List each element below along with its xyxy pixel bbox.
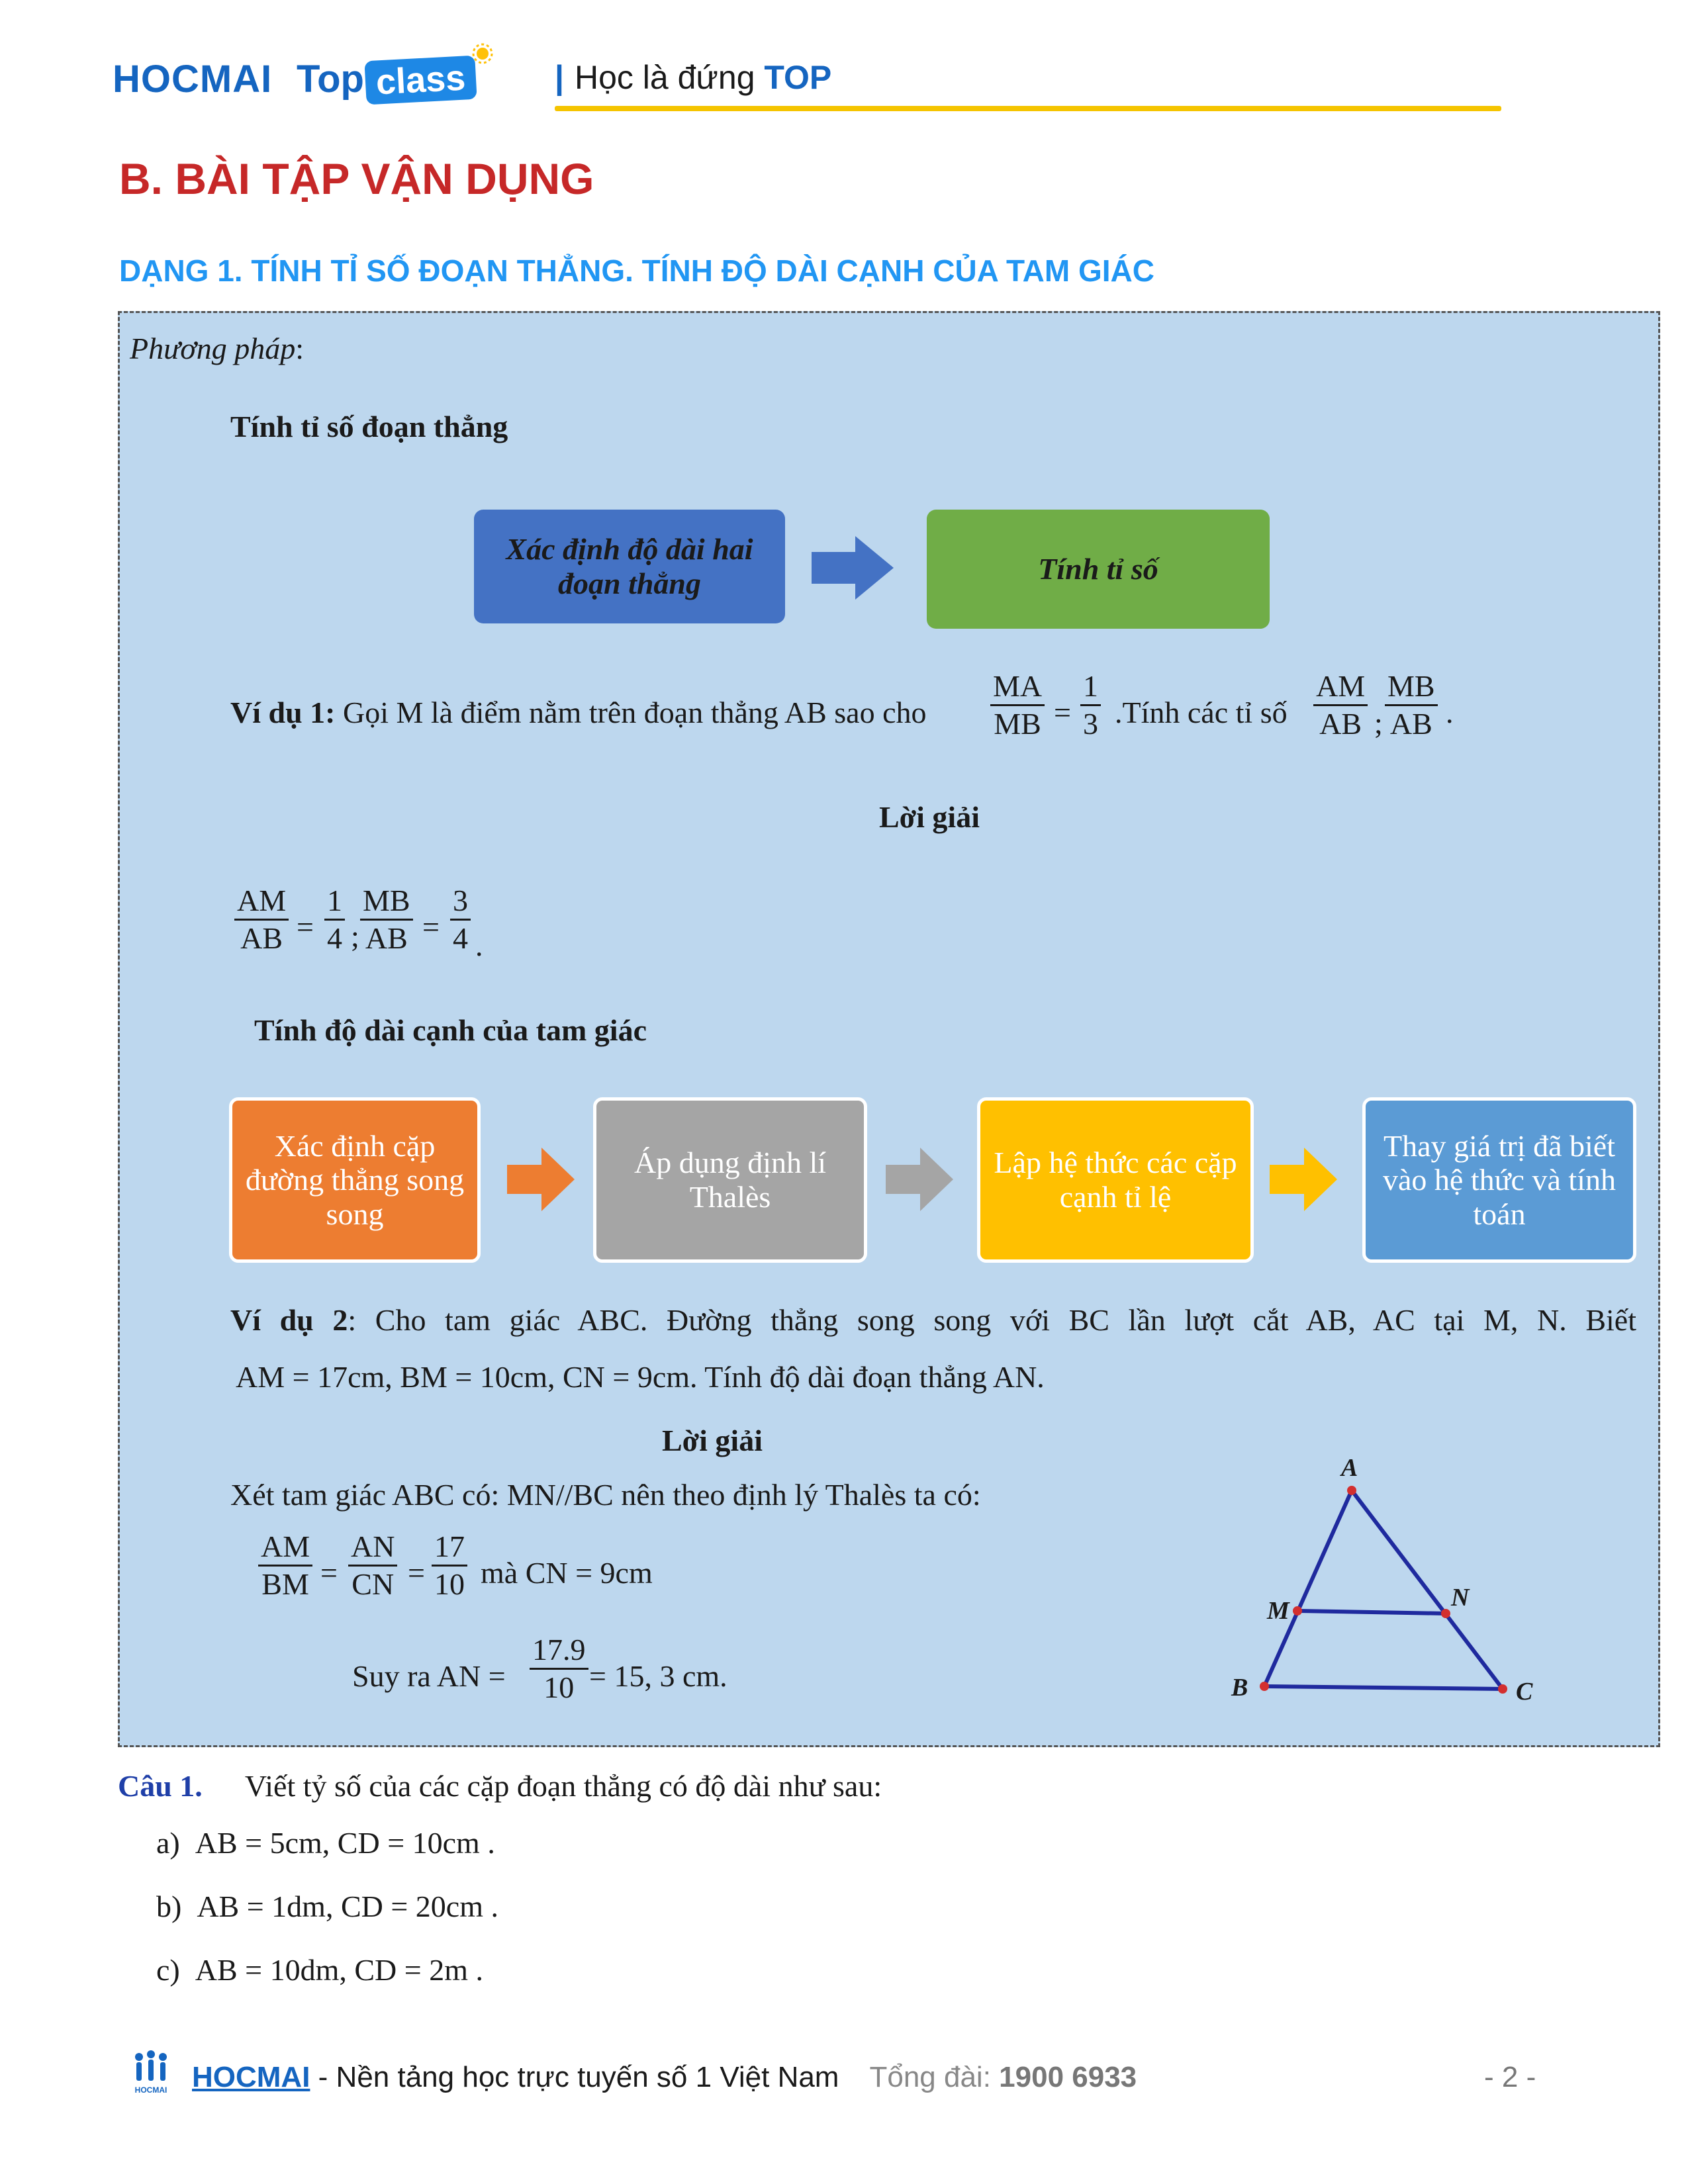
example2-line1: [230, 1302, 1636, 1338]
example1-body: Gọi M là điểm nằm trên đoạn thẳng AB sao cho: [342, 696, 927, 729]
frac-den: AB: [365, 921, 408, 956]
hocmai-people-icon: [130, 2050, 172, 2097]
frac-num: 17: [432, 1529, 467, 1567]
frac-num: AM: [258, 1529, 312, 1567]
solution2-label: Lời giải: [662, 1424, 763, 1457]
example1-text: [230, 695, 927, 730]
sol2-fraction-am-bm: [258, 1529, 312, 1603]
sol2-fraction-17-10: [432, 1529, 467, 1603]
sun-icon: [471, 42, 494, 65]
frac-num: 1: [1080, 668, 1101, 706]
label-c: C: [1516, 1678, 1533, 1706]
exercise-item: [156, 1889, 498, 1924]
logo-small-text: HOCMAI: [134, 2085, 167, 2095]
frac-den: AB: [1319, 707, 1362, 741]
frac-den: 3: [1083, 707, 1098, 741]
solution1-label: Lời giải: [879, 800, 980, 834]
frac-num: AN: [348, 1529, 397, 1567]
side-ac: [1352, 1490, 1503, 1689]
frac-den: AB: [240, 921, 283, 956]
fraction-am-ab: [1313, 668, 1368, 743]
solution2-line1: Xét tam giác ABC có: MN//BC nên theo định lý Thalès ta có:: [230, 1478, 981, 1512]
slogan-top: TOP: [764, 59, 832, 96]
footer-hotline: 1900 6933: [999, 2061, 1137, 2093]
exercise-item: [156, 1825, 495, 1860]
sol1-fraction-quarter: [324, 883, 345, 957]
flow2-step-parallel-lines: Xác định cặp đường thẳng song song: [229, 1097, 481, 1263]
arrow-right-icon: [809, 533, 896, 602]
item-letter: a): [156, 1826, 180, 1860]
point-b: [1260, 1682, 1269, 1691]
equals-sign: =: [320, 1556, 338, 1590]
exercise-label: Câu 1.: [118, 1769, 203, 1803]
arrow-right-icon: [504, 1145, 577, 1214]
sol1-fraction-am-ab: [234, 883, 289, 957]
frac-num: MB: [360, 883, 413, 921]
sol1-fraction-three-quarters: [450, 883, 471, 957]
period: .: [475, 929, 483, 962]
equals-sign: =: [297, 910, 314, 944]
sol2-fraction-result: [530, 1632, 588, 1706]
example1-label: Ví dụ 1:: [230, 696, 336, 729]
header-underline: [555, 106, 1501, 111]
exercise-item: [156, 1952, 483, 1987]
frac-num: 1: [324, 883, 345, 921]
method-label: [130, 331, 304, 366]
frac-num: MB: [1385, 668, 1438, 706]
sol2-result: = 15, 3 cm.: [589, 1659, 727, 1693]
footer-hotline-label: Tổng đài:: [869, 2061, 1000, 2093]
logo-class-badge: class: [364, 56, 477, 105]
footer-tagline: [192, 2061, 1137, 2094]
dang-title: DẠNG 1. TÍNH TỈ SỐ ĐOẠN THẲNG. TÍNH ĐỘ DÀI CẠNH CỦA TAM GIÁC: [119, 253, 1154, 288]
point-m: [1293, 1606, 1302, 1615]
frac-den: CN: [352, 1567, 395, 1602]
slogan-bar: |: [555, 59, 564, 96]
frac-den: MB: [994, 707, 1041, 741]
flow2-step-apply-thales: Áp dụng định lí Thalès: [593, 1097, 867, 1263]
sol2-given-cn: mà CN = 9cm: [481, 1556, 653, 1590]
flow1-step-determine-lengths: Xác định độ dài hai đoạn thẳng: [474, 510, 785, 623]
item-letter: c): [156, 1953, 180, 1987]
example2-line2: AM = 17cm, BM = 10cm, CN = 9cm. Tính độ dài đoạn thẳng AN.: [236, 1360, 1045, 1394]
fraction-one-third: [1080, 668, 1101, 743]
logo-top: Top: [297, 58, 364, 101]
logo-hocmai: HOCMAI: [113, 58, 273, 101]
heading-side-length: Tính độ dài cạnh của tam giác: [254, 1013, 647, 1047]
example1-mid: .Tính các tỉ số: [1115, 696, 1288, 729]
equals-sign: =: [422, 910, 440, 944]
point-c: [1498, 1684, 1507, 1694]
heading-ratio: Tính tỉ số đoạn thẳng: [230, 410, 508, 443]
label-n: N: [1451, 1584, 1470, 1612]
triangle-figure: [1211, 1443, 1556, 1721]
frac-den: 4: [453, 921, 468, 956]
frac-den: 10: [543, 1670, 575, 1705]
semicolon: ;: [1374, 706, 1383, 740]
point-n: [1441, 1609, 1450, 1618]
sol2-fraction-an-cn: [348, 1529, 397, 1603]
page-number: - 2 -: [1484, 2061, 1536, 2093]
frac-den: 4: [327, 921, 342, 956]
section-title: B. BÀI TẬP VẬN DỤNG: [119, 154, 594, 203]
equals-sign: =: [1054, 696, 1071, 729]
item-letter: b): [156, 1889, 182, 1923]
example2-body: : Cho tam giác ABC. Đường thẳng song song với BC lần lượt cắt AB, AC tại M, N. Biết: [348, 1303, 1636, 1337]
frac-num: 17.9: [530, 1632, 588, 1670]
sol2-suy-ra: Suy ra AN =: [352, 1659, 506, 1693]
label-a: A: [1341, 1454, 1358, 1482]
frac-den: 10: [434, 1567, 465, 1602]
side-ab: [1264, 1490, 1352, 1686]
frac-num: AM: [234, 883, 289, 921]
semicolon: ;: [351, 919, 359, 953]
frac-num: 3: [450, 883, 471, 921]
method-label-text: Phương pháp: [130, 332, 296, 365]
exercise-prompt: Viết tỷ số của các cặp đoạn thẳng có độ dài như sau:: [244, 1769, 882, 1803]
item-text: AB = 5cm, CD = 10cm .: [195, 1826, 495, 1860]
flow1-step-compute-ratio: Tính tỉ số: [927, 510, 1270, 629]
flow2-step-set-ratios: Lập hệ thức các cặp cạnh tỉ lệ: [977, 1097, 1254, 1263]
equals-sign: =: [408, 1556, 425, 1590]
side-bc: [1264, 1686, 1503, 1689]
item-text: AB = 10dm, CD = 2m .: [195, 1953, 483, 1987]
frac-num: AM: [1313, 668, 1368, 706]
slogan: [555, 58, 831, 97]
fraction-mb-ab: [1385, 668, 1438, 743]
point-a: [1347, 1486, 1356, 1495]
sol1-fraction-mb-ab: [360, 883, 413, 957]
footer-tagline-text: - Nền tảng học trực tuyến số 1 Việt Nam: [310, 2061, 839, 2093]
item-text: AB = 1dm, CD = 20cm .: [197, 1889, 498, 1923]
slogan-text: Học là đứng: [575, 59, 765, 96]
frac-den: AB: [1389, 707, 1432, 741]
label-b: B: [1231, 1674, 1248, 1702]
footer-brand-link[interactable]: HOCMAI: [192, 2061, 310, 2093]
arrow-right-icon: [1267, 1145, 1340, 1214]
label-m: M: [1267, 1597, 1289, 1625]
arrow-right-icon: [883, 1145, 956, 1214]
frac-num: MA: [990, 668, 1045, 706]
frac-den: BM: [261, 1567, 309, 1602]
segment-mn: [1297, 1611, 1446, 1614]
fraction-ma-mb: [990, 668, 1045, 743]
method-label-colon: :: [295, 332, 305, 365]
flow2-step-substitute: Thay giá trị đã biết vào hệ thức và tính toán: [1362, 1097, 1636, 1263]
period: .: [1446, 696, 1454, 729]
example2-label: Ví dụ 2: [230, 1303, 348, 1337]
exercise-1: [118, 1768, 882, 1803]
